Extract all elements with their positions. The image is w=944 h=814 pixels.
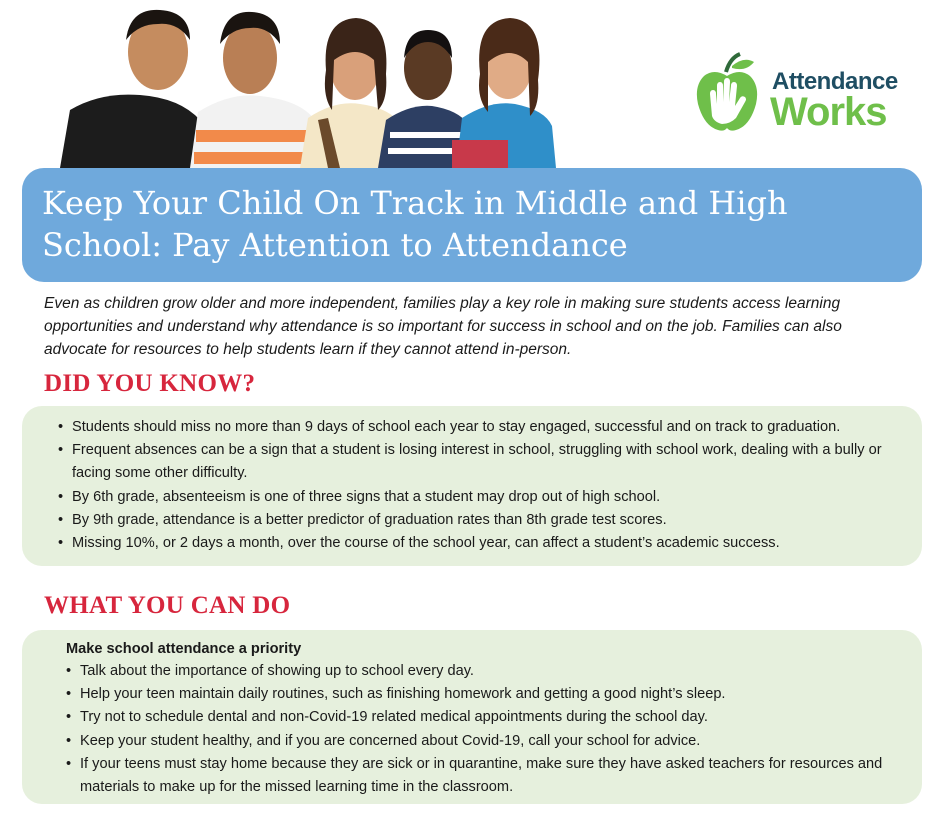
title-banner [22, 168, 922, 282]
apple-hand-icon [696, 50, 758, 134]
logo-word-attendance: Attendance [772, 68, 898, 95]
intro-paragraph: Even as children grow older and more independent, families play a key role in making sure students access learning opportunities and understand why attendance is so important for success in school and on the job. Families can also advocate for resources to help students learn if they cannot attend in-person. [44, 295, 842, 358]
logo-word-works: Works [770, 90, 887, 134]
list-item: • Keep your student healthy, and if you are concerned about Covid-19, call your school for advice. [66, 730, 898, 753]
did-you-know-box [22, 406, 922, 566]
list-item: • By 9th grade, attendance is a better predictor of graduation rates than 8th grade test scores. [58, 509, 898, 532]
priority-subheading: Make school attendance a priority [66, 641, 302, 657]
what-you-can-do-box [22, 630, 922, 804]
attendance-works-logo [696, 50, 916, 134]
page-title: Keep Your Child On Track in Middle and High School: Pay Attention to Attendance [42, 184, 788, 264]
did-you-know-heading: DID YOU KNOW? [44, 370, 256, 397]
list-item: • Try not to schedule dental and non-Covid-19 related medical appointments during the school day. [66, 706, 898, 729]
list-item: • Frequent absences can be a sign that a student is losing interest in school, struggling with school work, dealing with a bully or facing some other difficulty. [58, 439, 898, 485]
list-item: • Students should miss no more than 9 days of school each year to stay engaged, successful and on track to graduation. [58, 416, 898, 439]
what-you-can-do-list [66, 660, 898, 799]
list-item: • Talk about the importance of showing up to school every day. [66, 660, 898, 683]
did-you-know-list [58, 416, 898, 555]
list-item: • By 6th grade, absenteeism is one of three signs that a student may drop out of high school. [58, 486, 898, 509]
list-item: • Missing 10%, or 2 days a month, over the course of the school year, can affect a student’s academic success. [58, 532, 898, 555]
what-you-can-do-heading: WHAT YOU CAN DO [44, 592, 291, 619]
students-photo [60, 0, 560, 168]
list-item: • Help your teen maintain daily routines, such as finishing homework and getting a good night’s sleep. [66, 683, 898, 706]
list-item: • If your teens must stay home because they are sick or in quarantine, make sure they have asked teachers for resources and materials to make up for the missed learning time in the classroom. [66, 753, 898, 799]
